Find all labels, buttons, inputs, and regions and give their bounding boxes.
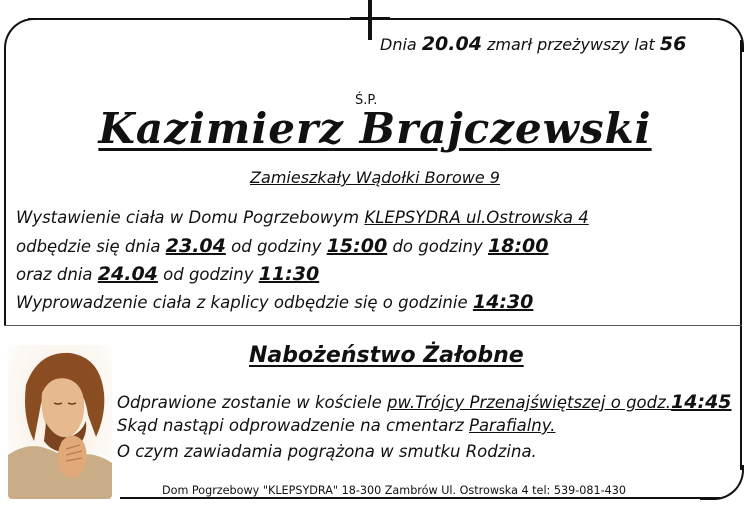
frame-bottom-right-corner [700, 465, 744, 500]
death-middle: zmarł przeżywszy lat [487, 35, 655, 54]
frame-top-left-corner [4, 18, 56, 80]
from-time: 15:00 [326, 235, 388, 257]
age: 56 [659, 33, 687, 55]
viewing-text: Wystawienie ciała w Domu Pogrzebowym [16, 208, 360, 227]
honorific: Ś.P. [355, 93, 378, 108]
family-notice: O czym zawiadamia pogrążona w smutku Rodzina. [117, 442, 537, 461]
viewing-date-prefix: odbędzie się dnia [16, 237, 161, 256]
to-time: 18:00 [488, 235, 549, 257]
praying-figure-illustration [8, 345, 112, 499]
viewing-line-1 [16, 208, 589, 227]
frame-middle-line [4, 325, 742, 326]
cemetery-text: Skąd nastąpi odprowadzenie na cmentarz [117, 416, 464, 435]
service-line-1 [117, 391, 732, 413]
from-label: od godziny [231, 237, 322, 256]
viewing-line-3 [16, 263, 319, 285]
frame-bottom-line [120, 497, 720, 499]
cemetery-name: Parafialny. [469, 416, 556, 435]
church-name: pw.Trójcy Przenajświętszej o godz. [387, 393, 672, 412]
second-date: 24.04 [97, 263, 158, 285]
second-from-label: od godziny [163, 265, 254, 284]
service-text: Odprawione zostanie w kościele [117, 393, 382, 412]
second-date-prefix: oraz dnia [16, 265, 93, 284]
death-date: 20.04 [421, 33, 482, 55]
to-label: do godziny [392, 237, 483, 256]
frame-top-right-corner [700, 18, 744, 52]
procession-time: 14:30 [472, 291, 534, 313]
service-line-3 [117, 442, 537, 461]
frame-left-line [4, 60, 6, 325]
viewing-line-2 [16, 235, 549, 257]
service-time: 14:45 [671, 391, 732, 413]
funeral-home-footer: Dom Pogrzebowy "KLEPSYDRA" 18-300 Zambrów Ul. Ostrowska 4 tel: 539-081-430 [162, 484, 627, 497]
viewing-date: 23.04 [165, 235, 226, 257]
praying-figure-image [8, 345, 112, 499]
deceased-name: Kazimierz Brajczewski [98, 104, 652, 153]
viewing-line-4 [16, 291, 533, 313]
death-prefix: Dnia [380, 35, 417, 54]
residence: Zamieszkały Wądołki Borowe 9 [250, 168, 500, 187]
procession-text: Wyprowadzenie ciała z kaplicy odbędzie się o godzinie [16, 293, 468, 312]
funeral-home-address: KLEPSYDRA ul.Ostrowska 4 [364, 208, 589, 227]
service-title: Nabożeństwo Żałobne [249, 343, 524, 368]
death-date-line [380, 33, 686, 55]
second-time: 11:30 [258, 263, 320, 285]
service-line-2 [117, 416, 556, 435]
